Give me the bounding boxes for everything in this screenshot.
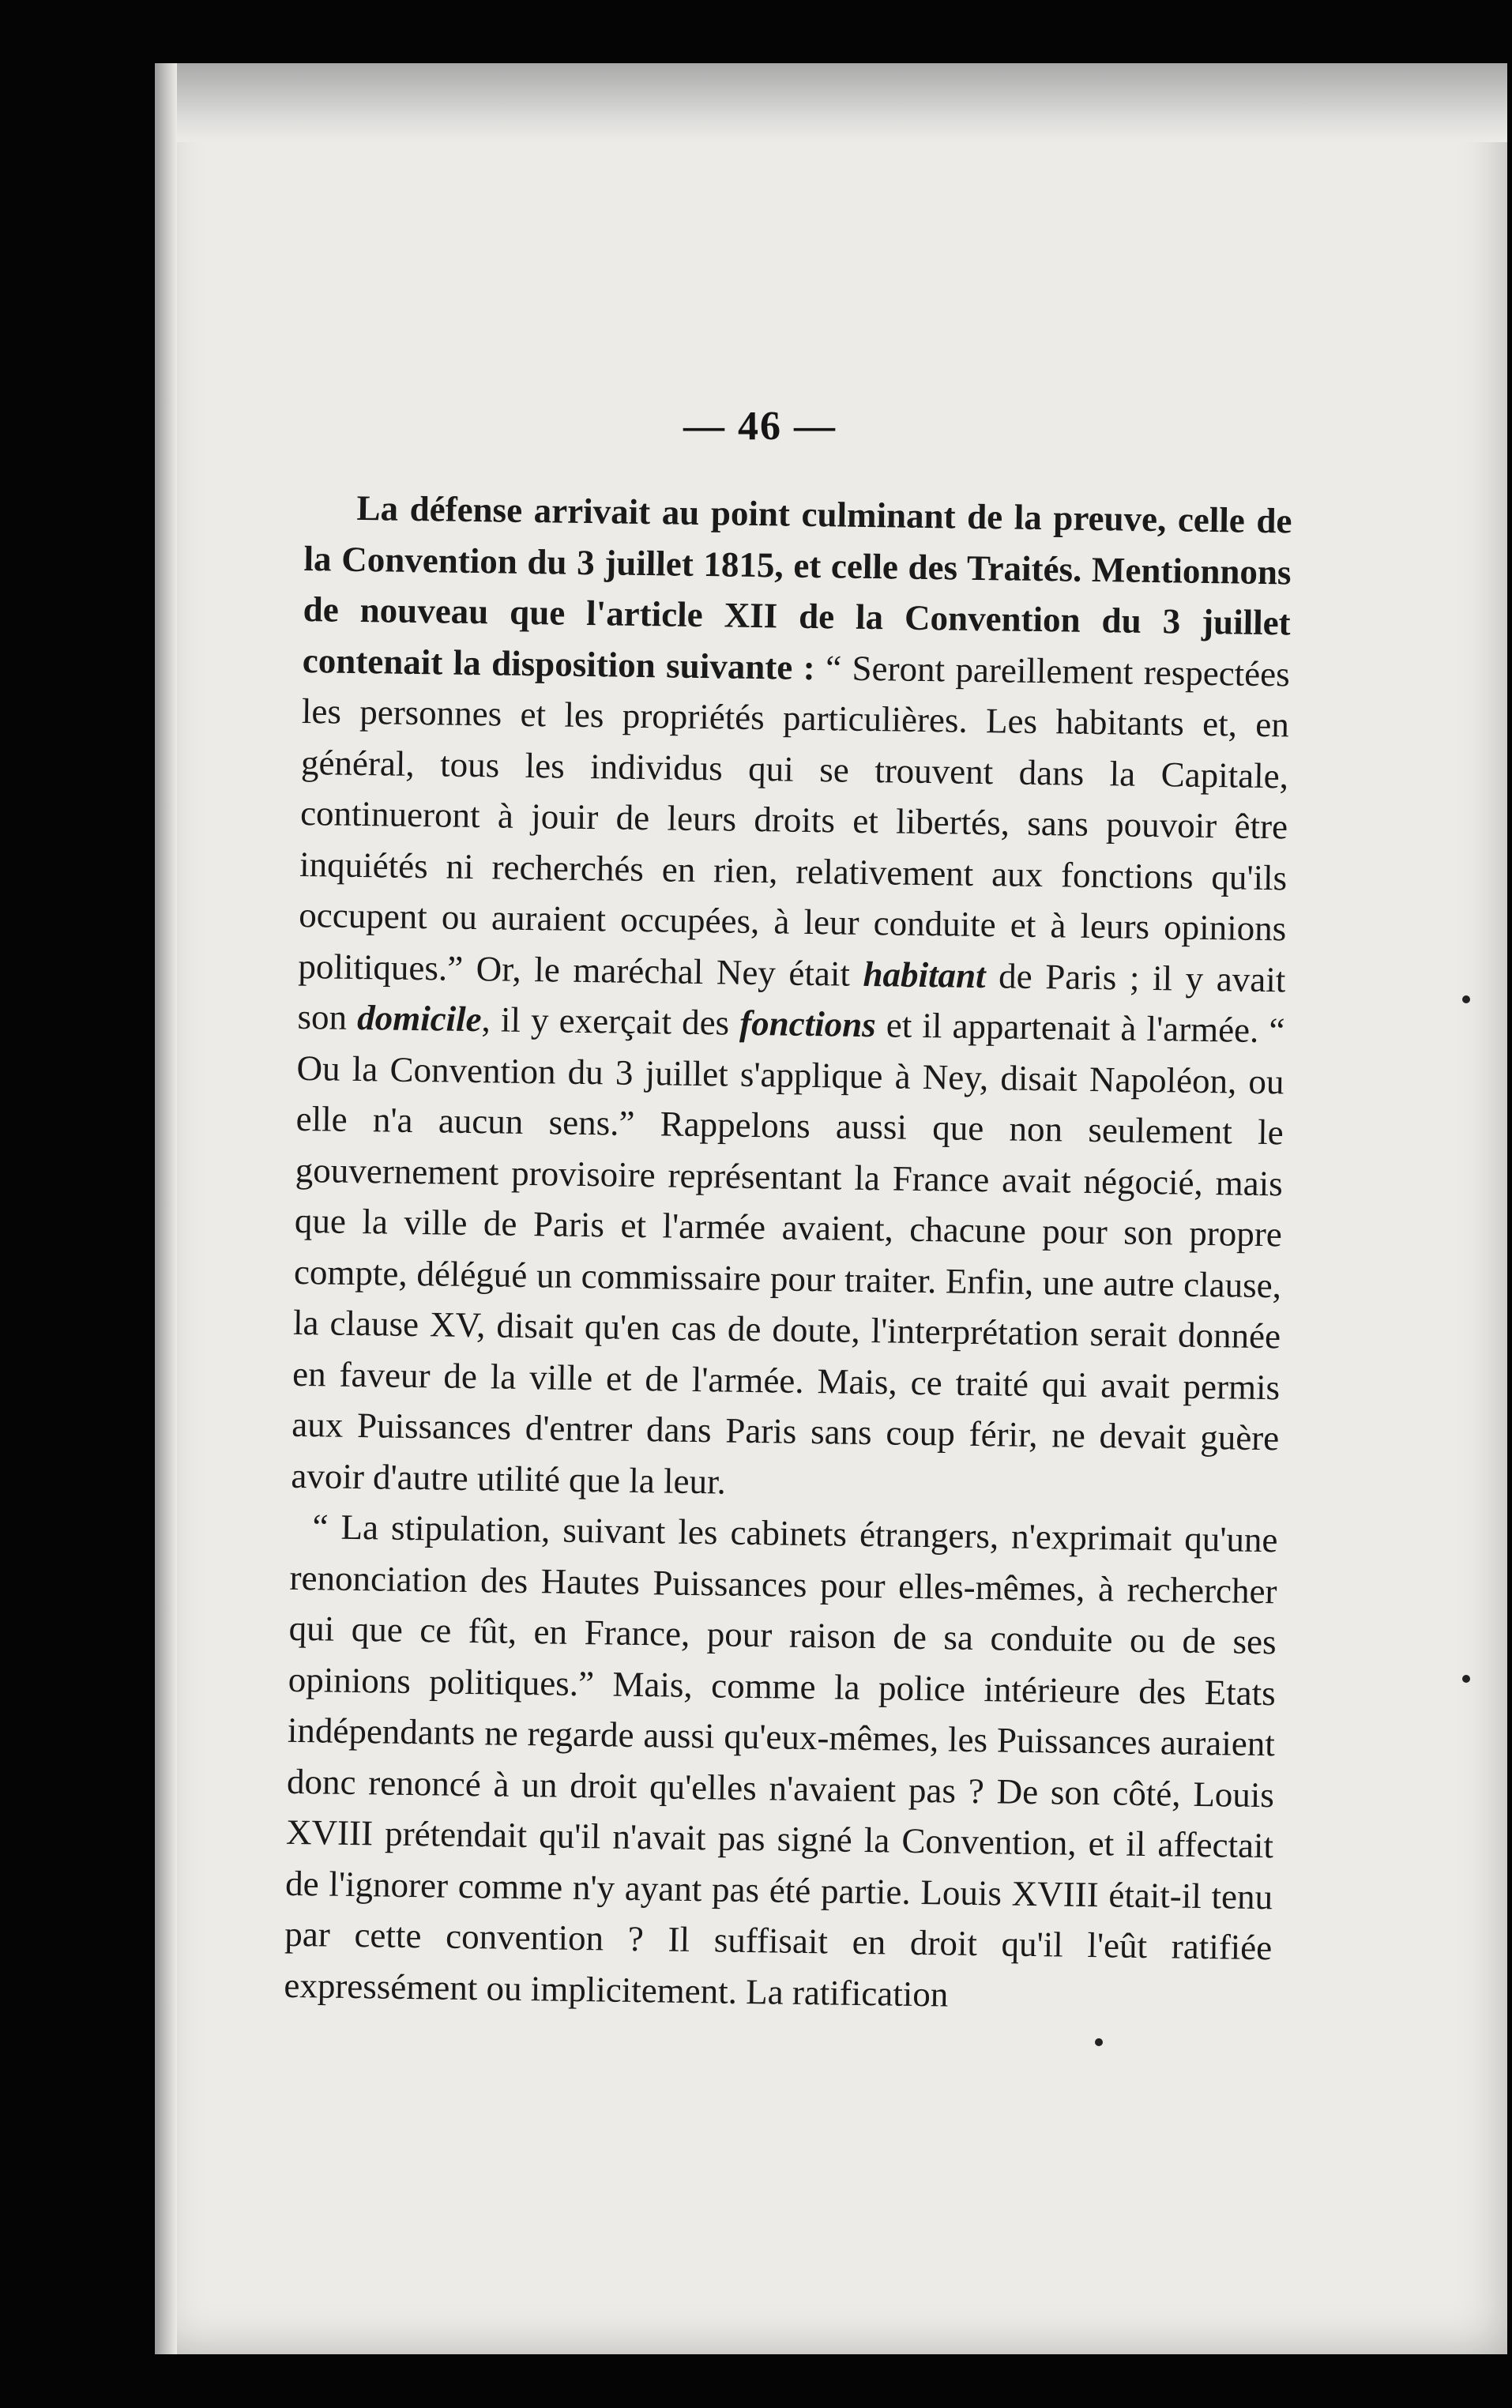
book-page xyxy=(155,63,1507,2354)
dust-speck xyxy=(1462,1675,1470,1683)
dust-speck xyxy=(1095,2038,1103,2046)
dust-speck xyxy=(1462,995,1470,1003)
paragraph-1-opening: La défense arrivait au point culminant de la preuve, celle de la Convention du 3 juillet 1815, et celle des Traités. Mentionnons de nouveau que l'article XII de la Convention du 3 juillet contenait la disposition suivante : xyxy=(302,487,1292,687)
page-top-shadow xyxy=(155,63,1507,142)
paragraph-1-text-c: , il y exerçait des xyxy=(481,999,740,1043)
paragraph-1-text-b: de Paris ; il y avait son xyxy=(297,955,1286,1037)
body-text xyxy=(284,482,1292,2024)
paragraph-1-text-a: “ Seront pareillement respectées les personnes et les propriétés particulières. Les habitants et, en général, tous les individus qui se trouvent dans la Capitale, continueront à jouir de leurs droits et libertés, sans pouvoir être inquiétés ni recherchés en rien, relativement aux fonctions qu'ils occupent ou auraient occupées, à leur conduite et à leurs opinions politiques.” Or, le maréchal Ney était xyxy=(298,647,1291,994)
paragraph-1-text-d: et il appartenait à l'armée. “ Ou la Convention du 3 juillet s'applique à Ney, disait Napoléon, ou elle n'a aucun sens.” Rappelons aussi que non seulement le gouvernement provisoire représentant la France avait négocié, mais que la ville de Paris et l'armée avaient, chacune pour son propre compte, délégué un commissaire pour traiter. Enfin, une autre clause, la clause XV, disait qu'en cas de doute, l'interprétation serait donnée en faveur de la ville et de l'armée. Mais, ce traité qui avait permis aux Puissances d'entrer dans Paris sans coup férir, ne devait guère avoir d'autre utilité que la leur. xyxy=(291,1005,1285,1502)
emphasis-fonctions: fonctions xyxy=(739,1003,877,1045)
page-number: — 46 — xyxy=(683,404,837,449)
paragraph-1 xyxy=(291,482,1292,1514)
emphasis-domicile: domicile xyxy=(356,997,482,1040)
emphasis-habitant: habitant xyxy=(863,954,986,995)
paragraph-2: “ La stipulation, suivant les cabinets étrangers, n'exprimait qu'une renonciation des Hautes Puissances pour elles-mêmes, à rechercher qui que ce fût, en France, pour raison de sa conduite ou de ses opinions politiques.” Mais, comme la police intérieure des Etats indépendants ne regarde aussi qu'eux-mêmes, les Puissances auraient donc renoncé à un droit qu'elles n'avaient pas ? De son côté, Louis XVIII prétendait qu'il n'avait pas signé la Convention, et il affectait de l'ignorer comme n'y ayant pas été partie. Louis XVIII était-il tenu par cette convention ? Il suffisait en droit qu'il l'eût ratifiée expressément ou implicitement. La ratification xyxy=(284,1507,1278,2015)
